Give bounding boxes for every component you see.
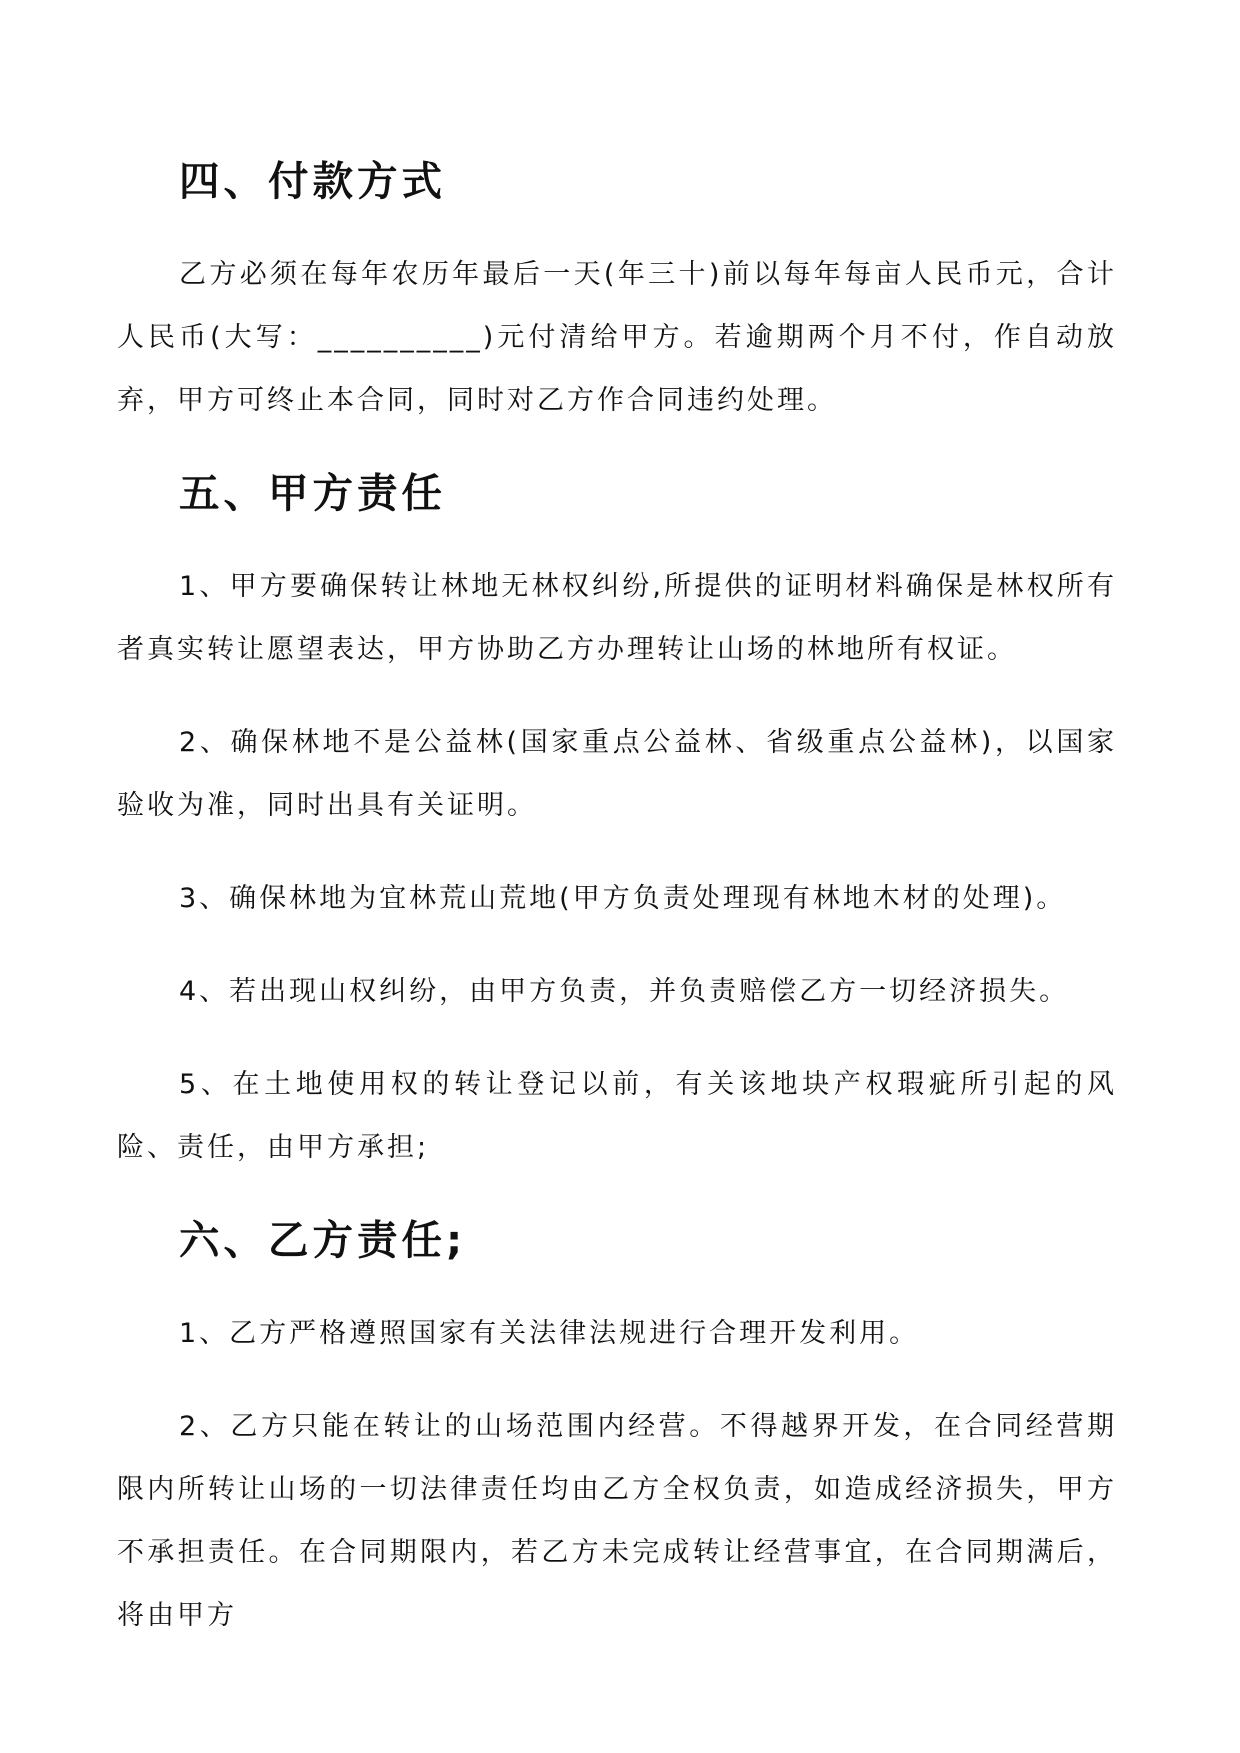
paragraph-party-a-item-1: 1、甲方要确保转让林地无林权纠纷,所提供的证明材料确保是林权所有者真实转让愿望表达，甲方协助乙方办理转让山场的林地所有权证。 (117, 571, 1117, 665)
paragraph-party-a-item-5: 5、在土地使用权的转让登记以前，有关该地块产权瑕疵所引起的风险、责任，由甲方承担; (117, 1069, 1117, 1163)
document-body (117, 150, 1117, 1647)
section-heading-party-b-duties: 六、乙方责任; (179, 1216, 467, 1264)
paragraph-party-a-item-3: 3、确保林地为宜林荒山荒地(甲方负责处理现有林地木材的处理)。 (179, 883, 1067, 914)
paragraph-party-a-item-4: 4、若出现山权纠纷，由甲方负责，并负责赔偿乙方一切经济损失。 (179, 976, 1070, 1007)
paragraph-payment-terms: 乙方必须在每年农历年最后一天(年三十)前以每年每亩人民币元，合计人民币(大写：__________)元付清给甲方。若逾期两个月不付，作自动放弃，甲方可终止本合同，同时对乙方作合同违约处理。 (117, 259, 1117, 416)
paragraph-party-b-item-2: 2、乙方只能在转让的山场范围内经营。不得越界开发，在合同经营期限内所转让山场的一切法律责任均由乙方全权负责，如造成经济损失，甲方不承担责任。在合同期限内，若乙方未完成转让经营事宜，在合同期满后，将由甲方 (117, 1411, 1117, 1631)
section-heading-payment: 四、付款方式 (179, 157, 446, 205)
paragraph-party-b-item-1: 1、乙方严格遵照国家有关法律法规进行合理开发利用。 (179, 1318, 920, 1349)
paragraph-party-a-item-2: 2、确保林地不是公益林(国家重点公益林、省级重点公益林)，以国家验收为准，同时出具有关证明。 (117, 727, 1117, 821)
section-heading-party-a-duties: 五、甲方责任 (179, 469, 446, 517)
